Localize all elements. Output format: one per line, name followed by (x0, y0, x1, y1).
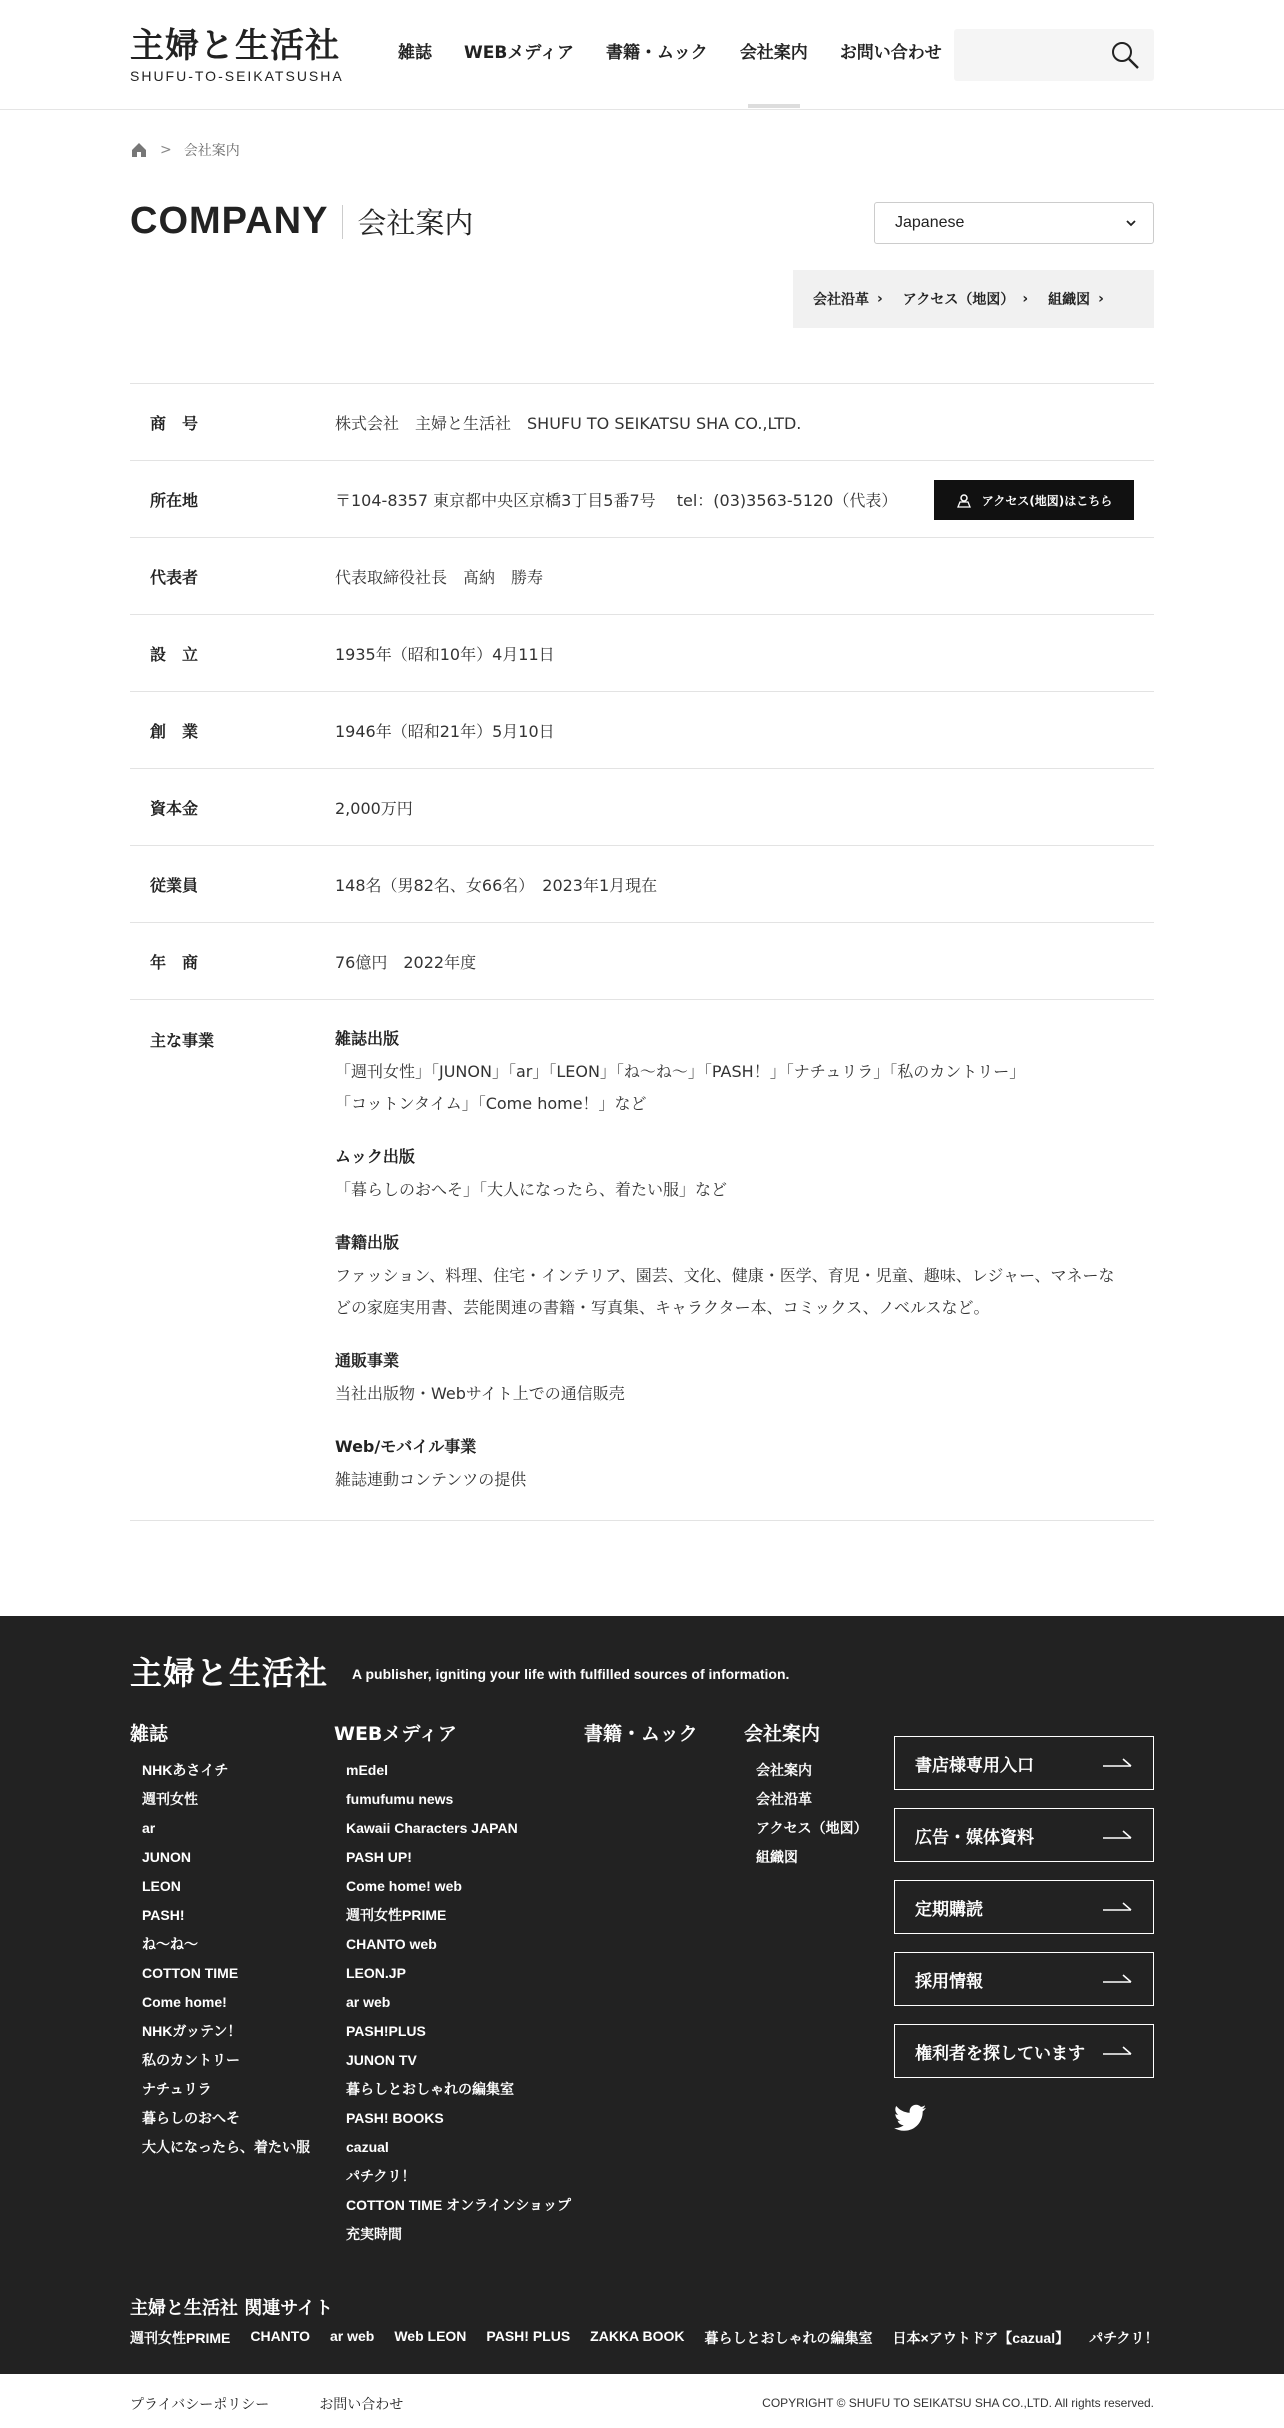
button-label: 採用情報 (915, 1971, 983, 1992)
row-label: 資本金 (150, 798, 199, 818)
row-label: 所在地 (150, 490, 199, 510)
footer-link[interactable]: JUNON (142, 1849, 192, 1865)
business-text: 「週刊女性」「JUNON」「ar」「LEON」「ね～ね～」「PASH！」「ナチュリラ」「私のカントリー」 (335, 1062, 1026, 1081)
bottom-bar (0, 2374, 1284, 2428)
business-text: 「暮らしのおへそ」「大人になったら、着たい服」など (335, 1180, 728, 1199)
footer-link[interactable]: 組織図 (756, 1849, 798, 1865)
row-value: 148名（男82名、女66名） 2023年1月現在 (335, 875, 658, 895)
footer-col-title[interactable]: 雑誌 (130, 1723, 169, 1745)
arrow-right-icon (1103, 1829, 1133, 1841)
business-title: 書籍出版 (335, 1233, 400, 1252)
related-link[interactable]: PASH! PLUS (486, 2328, 571, 2344)
footer-link[interactable]: 私のカントリー (142, 2052, 240, 2068)
footer-link[interactable]: 大人になったら、着たい服 (142, 2139, 310, 2155)
copyright: COPYRIGHT © SHUFU TO SEIKATSU SHA CO.,LTD. All rights reserved. (762, 2396, 1154, 2410)
row-value: 76億円 2022年度 (335, 952, 477, 972)
footer-link[interactable]: PASH UP! (346, 1849, 412, 1865)
business-text: 雑誌連動コンテンツの提供 (335, 1470, 527, 1489)
footer-link[interactable]: COTTON TIME (142, 1965, 239, 1981)
home-icon[interactable] (130, 141, 148, 159)
nav-item-books[interactable]: 書籍・ムック (605, 43, 708, 63)
business-item (335, 1232, 1154, 1324)
table-row (130, 615, 1154, 692)
row-value: 代表取締役社長 髙納 勝寿 (335, 567, 544, 587)
main-nav (398, 40, 974, 108)
business-title: ムック出版 (335, 1147, 415, 1166)
related-sites-list (130, 2328, 1179, 2348)
business-text: 当社出版物・Webサイト上での通信販売 (335, 1384, 625, 1403)
related-link[interactable]: ZAKKA BOOK (590, 2328, 685, 2344)
business-item (335, 1350, 1154, 1410)
bookstore-entry-button[interactable] (894, 1736, 1154, 1790)
footer-link[interactable]: PASH! (142, 1907, 185, 1923)
footer-link[interactable]: ナチュリラ (142, 2081, 212, 2097)
arrow-right-icon (1103, 2045, 1133, 2057)
business-text: どの家庭実用書、芸能関連の書籍・写真集、キャラクター本、コミックス、ノベルスなど。 (335, 1298, 990, 1317)
chevron-down-icon (1125, 217, 1137, 229)
row-label: 設 立 (150, 644, 199, 664)
table-row (130, 538, 1154, 615)
footer-link[interactable]: 暮らしのおへそ (142, 2110, 240, 2126)
privacy-policy-link[interactable]: プライバシーポリシー (130, 2397, 270, 2413)
button-label: 広告・媒体資料 (915, 1827, 1034, 1848)
footer-link[interactable]: LEON (142, 1878, 181, 1894)
button-label: 権利者を探しています (915, 2043, 1085, 2064)
footer-link[interactable]: パチクリ！ (346, 2168, 416, 2184)
access-map-button[interactable] (934, 480, 1134, 520)
chevron-right-icon: › (877, 291, 883, 307)
map-pin-icon (956, 492, 972, 508)
recruit-button[interactable] (894, 1952, 1154, 2006)
business-list (335, 1028, 1154, 1496)
table-row (130, 692, 1154, 769)
search-box[interactable] (954, 29, 1154, 81)
business-item (335, 1436, 1154, 1496)
footer-tagline: A publisher, igniting your life with fulfilled sources of information. (352, 1666, 790, 1682)
footer-link[interactable]: Come home! (142, 1994, 227, 2010)
related-link[interactable]: 暮らしとおしゃれの編集室 (704, 2330, 873, 2346)
footer-link[interactable]: CHANTO web (346, 1936, 437, 1952)
row-label: 代表者 (150, 567, 199, 587)
site-logo[interactable] (130, 26, 344, 84)
site-footer (0, 1616, 1284, 2374)
business-text: ファッション、料理、住宅・インテリア、園芸、文化、健康・医学、育児・児童、趣味、レジャー、マネーな (335, 1266, 1115, 1285)
related-link[interactable]: パチクリ！ (1089, 2330, 1159, 2346)
table-row (130, 846, 1154, 923)
sublink-org-chart-label: 組織図 (1048, 292, 1091, 308)
logo-main-text: 主婦と生活社 (130, 26, 340, 66)
footer-col-web (334, 1722, 571, 2249)
footer-link[interactable]: ね～ね～ (142, 1936, 198, 1952)
row-label: 主な事業 (150, 1031, 215, 1050)
business-title: Web/モバイル事業 (335, 1437, 477, 1456)
footer-col-books (584, 1722, 698, 1756)
footer-link[interactable]: 週刊女性PRIME (346, 1907, 447, 1923)
chevron-right-icon: › (1098, 291, 1104, 307)
footer-col-title[interactable]: 書籍・ムック (584, 1723, 698, 1745)
row-label: 従業員 (150, 875, 199, 895)
footer-col-magazines (130, 1722, 310, 2162)
row-label: 創 業 (150, 721, 199, 741)
sublink-org-chart[interactable] (1048, 289, 1104, 309)
footer-col-title[interactable]: WEBメディア (334, 1723, 457, 1745)
site-header (0, 0, 1284, 110)
footer-col-company (744, 1722, 868, 1872)
footer-logo[interactable]: 主婦と生活社 (130, 1654, 329, 1692)
footer-link[interactable]: Kawaii Characters JAPAN (346, 1820, 518, 1836)
nav-item-web-media[interactable]: WEBメディア (464, 43, 574, 63)
footer-link[interactable]: LEON.JP (346, 1965, 406, 1981)
footer-link[interactable]: 週刊女性 (142, 1791, 198, 1807)
row-value: 〒104-8357 東京都中央区京橋3丁目5番7号 tel：(03)3563-5120（代表） (335, 490, 898, 510)
sublink-access-label: アクセス（地図） (902, 292, 1015, 308)
advertising-button[interactable] (894, 1808, 1154, 1862)
footer-link[interactable]: ar (142, 1820, 156, 1836)
nav-item-company[interactable]: 会社案内 (740, 40, 808, 108)
footer-link[interactable]: cazual (346, 2139, 389, 2155)
subscription-button[interactable] (894, 1880, 1154, 1934)
title-divider (342, 205, 343, 239)
page-title-ja: 会社案内 (357, 206, 474, 240)
footer-link[interactable]: 会社案内 (756, 1762, 812, 1778)
arrow-right-icon (1103, 1901, 1133, 1913)
chevron-right-icon: > (160, 142, 172, 158)
sublink-history-label: 会社沿革 (813, 292, 869, 308)
row-value: 1946年（昭和21年）5月10日 (335, 721, 555, 741)
related-link[interactable]: 週刊女性PRIME (130, 2330, 231, 2346)
page-title (130, 200, 473, 243)
footer-col-title[interactable]: 会社案内 (744, 1723, 821, 1745)
business-item (335, 1146, 1154, 1206)
footer-link[interactable]: 会社沿革 (756, 1791, 812, 1807)
contact-link[interactable]: お問い合わせ (319, 2397, 404, 2413)
table-row (130, 769, 1154, 846)
footer-link[interactable]: NHKあさイチ (142, 1762, 229, 1778)
footer-link[interactable]: PASH! BOOKS (346, 2110, 444, 2126)
search-icon[interactable] (1110, 40, 1140, 70)
footer-buttons (894, 1736, 1154, 2096)
language-selected: Japanese (895, 214, 965, 231)
logo-sub-text: SHUFU-TO-SEIKATSUSHA (130, 68, 344, 84)
related-link[interactable]: CHANTO (250, 2328, 310, 2344)
sublink-history[interactable] (813, 289, 883, 309)
row-label: 商 号 (150, 413, 199, 433)
business-text: 「コットンタイム」「Come home！」など (335, 1094, 647, 1113)
footer-link[interactable]: 暮らしとおしゃれの編集室 (346, 2081, 514, 2097)
related-link[interactable]: 日本×アウトドア【cazual】 (892, 2330, 1070, 2346)
row-value: 1935年（昭和10年）4月11日 (335, 644, 555, 664)
table-row (130, 923, 1154, 1000)
business-title: 通販事業 (335, 1351, 400, 1370)
button-label: 書店様専用入口 (915, 1755, 1034, 1776)
nav-item-contact[interactable]: お問い合わせ (839, 43, 942, 63)
nav-item-magazines[interactable]: 雑誌 (398, 43, 432, 63)
footer-link[interactable]: Come home! web (346, 1878, 462, 1894)
related-sites-title: 主婦と生活社 関連サイト (130, 2298, 334, 2319)
button-label: 定期購読 (915, 1899, 983, 1920)
bottom-links (130, 2394, 453, 2414)
row-value: 株式会社 主婦と生活社 SHUFU TO SEIKATSU SHA CO.,LTD. (335, 413, 802, 433)
footer-link[interactable]: fumufumu news (346, 1791, 454, 1807)
footer-link[interactable]: JUNON TV (346, 2052, 417, 2068)
business-title: 雑誌出版 (335, 1029, 400, 1048)
related-link[interactable]: Web LEON (394, 2328, 467, 2344)
table-row (130, 384, 1154, 461)
footer-link[interactable]: PASH!PLUS (346, 2023, 426, 2039)
table-row (130, 461, 1154, 538)
chevron-right-icon: › (1022, 291, 1029, 307)
company-subnav (793, 270, 1154, 328)
access-map-button-label: アクセス(地図)はこちら (981, 493, 1113, 508)
breadcrumb (130, 140, 240, 160)
footer-link[interactable]: mEdel (346, 1762, 389, 1778)
page-title-en: COMPANY (130, 200, 329, 242)
company-info-table (130, 383, 1154, 1521)
language-select[interactable] (874, 202, 1154, 244)
arrow-right-icon (1103, 1973, 1133, 1985)
footer-link[interactable]: NHKガッテン！ (142, 2023, 242, 2039)
business-item (335, 1028, 1154, 1120)
related-link[interactable]: ar web (329, 2328, 375, 2344)
arrow-right-icon (1103, 1757, 1133, 1769)
table-row-business (130, 1000, 1154, 1521)
footer-link[interactable]: アクセス（地図） (756, 1820, 868, 1836)
footer-link[interactable]: COTTON TIME オンラインショップ (346, 2197, 572, 2213)
footer-link[interactable]: 充実時間 (346, 2226, 402, 2242)
rights-holder-button[interactable] (894, 2024, 1154, 2078)
twitter-icon[interactable] (894, 2104, 926, 2132)
footer-link[interactable]: ar web (346, 1994, 391, 2010)
row-value: 2,000万円 (335, 798, 413, 818)
sublink-access[interactable] (903, 289, 1028, 309)
breadcrumb-current: 会社案内 (183, 143, 240, 159)
row-label: 年 商 (150, 952, 199, 972)
